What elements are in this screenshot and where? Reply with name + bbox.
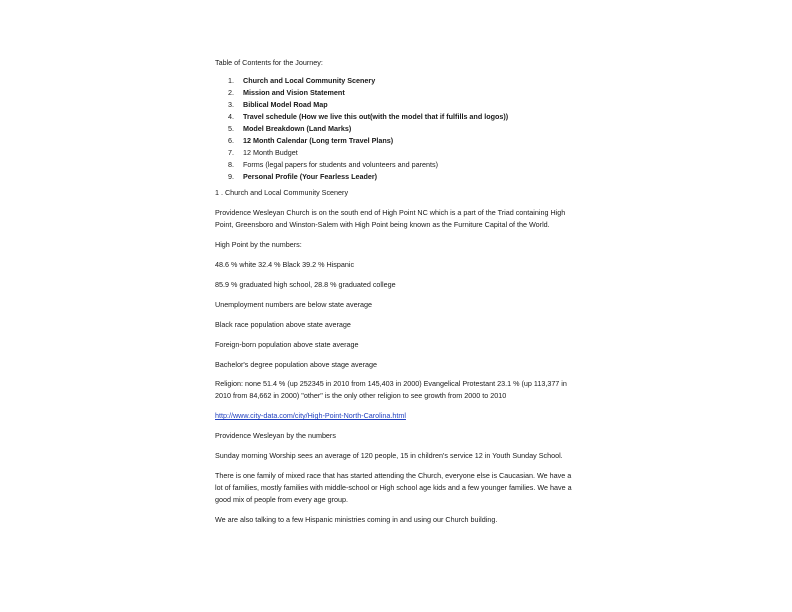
- toc-item: 2. Mission and Vision Statement: [228, 88, 345, 97]
- sunday-paragraph: Sunday morning Worship sees an average of 120 people, 15 in children's service 12 in Youth Sunday School.: [215, 451, 563, 460]
- document-page: [215, 57, 580, 526]
- religion-paragraph: Religion: none 51.4 % (up 252345 in 2010 from 145,403 in 2000) Evangelical Protestant 23.1 % (up 113,377 in 2010 from 84,662 in 2000) "other" is the only other religion to see growth from 2000 to 2010: [215, 379, 567, 400]
- toc-title: Table of Contents for the Journey:: [215, 58, 323, 67]
- toc-item: 9. Personal Profile (Your Fearless Leader): [228, 172, 378, 181]
- hp-numbers-heading: High Point by the numbers:: [215, 240, 302, 249]
- intro-paragraph: Providence Wesleyan Church is on the south end of High Point NC which is a part of the Triad containing High Point, Greensboro and Winston-Salem with High Point being known as the Furniture Capital of the World.: [215, 208, 566, 229]
- pwc-heading: Providence Wesleyan by the numbers: [215, 431, 336, 440]
- stat-black-population: Black race population above state average: [215, 320, 351, 329]
- toc-item: 1. Church and Local Community Scenery: [228, 76, 376, 85]
- stat-unemployment: Unemployment numbers are below state average: [215, 300, 373, 309]
- families-paragraph: There is one family of mixed race that has started attending the Church, everyone else is Caucasian. We have a lot of families, mostly families with middle-school or High school age kids and a few younger families. We have a good mix of people from every age group.: [215, 471, 572, 504]
- stat-race: 48.6 % white 32.4 % Black 39.2 % Hispanic: [215, 260, 355, 269]
- stat-bachelor: Bachelor's degree population above stage average: [215, 360, 378, 369]
- toc-item: 6. 12 Month Calendar (Long term Travel Plans): [228, 136, 394, 145]
- stat-education: 85.9 % graduated high school, 28.8 % graduated college: [215, 280, 396, 289]
- toc-list: [215, 75, 580, 183]
- toc-item: 3. Biblical Model Road Map: [228, 100, 328, 109]
- toc-item: 8. Forms (legal papers for students and volunteers and parents): [228, 160, 438, 169]
- toc-item: 7. 12 Month Budget: [228, 148, 298, 157]
- section-heading: 1 . Church and Local Community Scenery: [215, 188, 349, 197]
- toc-item: 4. Travel schedule (How we live this out(with the model that if fulfills and logos)): [228, 112, 509, 121]
- stat-foreign-born: Foreign-born population above state average: [215, 340, 359, 349]
- toc-item: 5. Model Breakdown (Land Marks): [228, 124, 352, 133]
- hispanic-paragraph: We are also talking to a few Hispanic ministries coming in and using our Church building.: [215, 515, 498, 524]
- city-data-link[interactable]: http://www.city-data.com/city/High-Point-North-Carolina.html: [215, 411, 406, 420]
